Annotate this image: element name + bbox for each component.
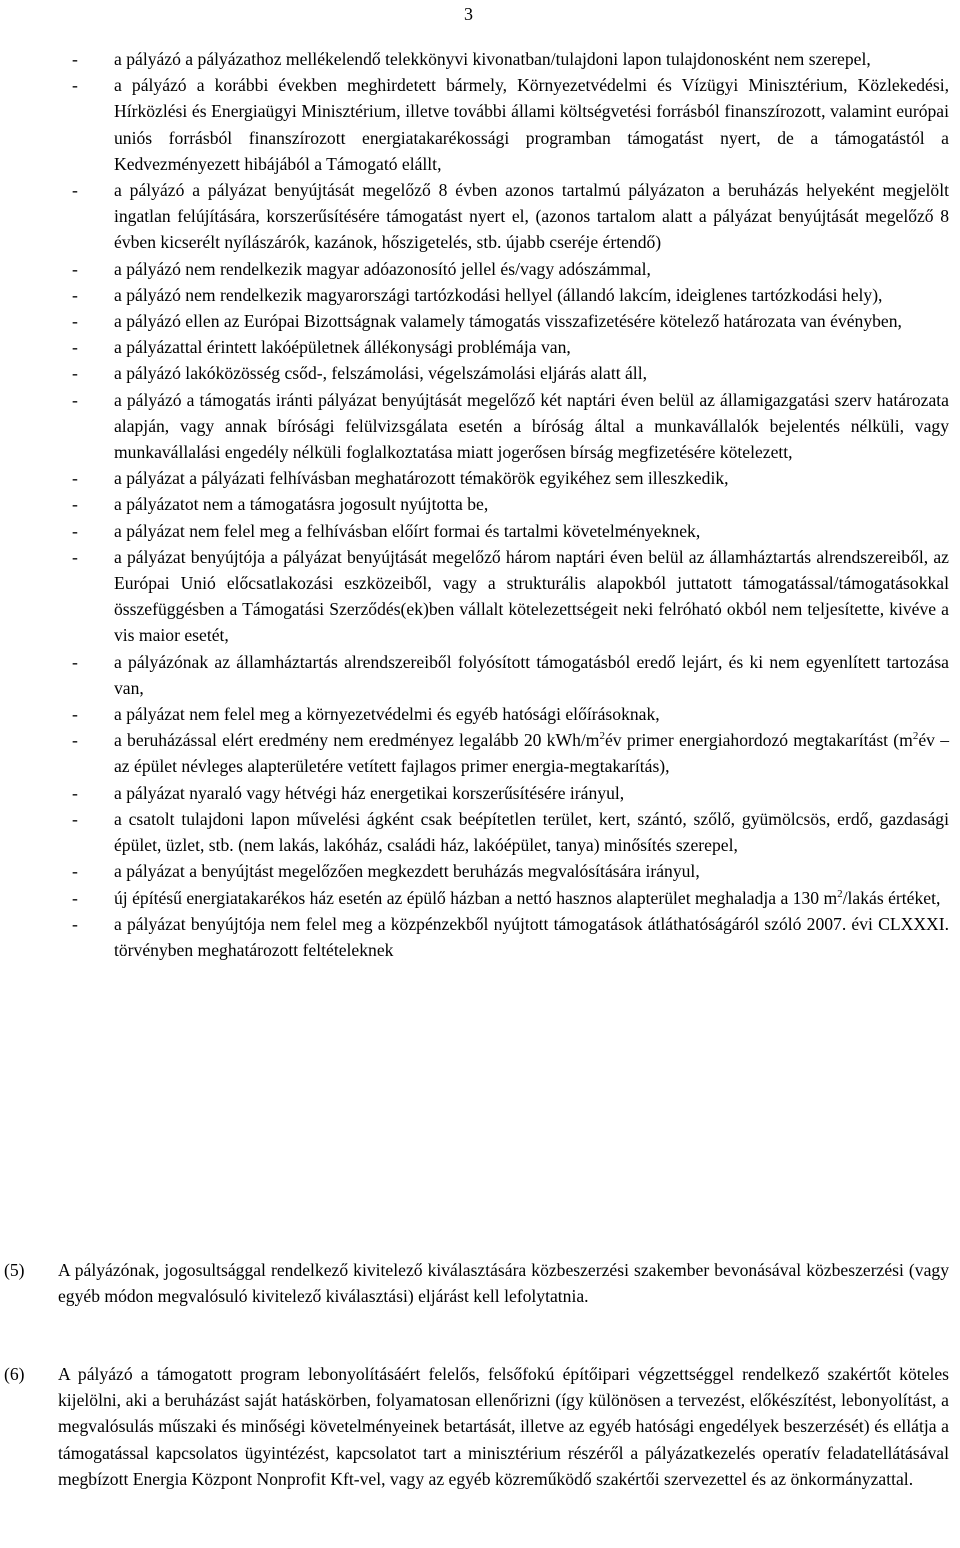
list-bullet: - <box>72 468 78 489</box>
list-item-text: a csatolt tulajdoni lapon művelési ágként csak beépítetlen terület, kert, szántó, szőlő, gyümölcsös, erdő, gazdasági épület, üzlet, stb. (nem lakás, lakóház, családi ház, lakóépület, tanya) minősítés szerepel, <box>114 808 949 856</box>
list-bullet: - <box>72 704 78 725</box>
list-bullet: - <box>72 782 78 803</box>
list-item-text <box>114 730 949 776</box>
list-bullet: - <box>72 363 78 384</box>
list-bullet: - <box>72 258 78 279</box>
list-item <box>72 649 949 701</box>
list-item <box>72 387 949 466</box>
list-item <box>72 46 949 72</box>
exclusion-criteria-list <box>72 46 949 963</box>
paragraph-6 <box>4 1361 949 1492</box>
list-bullet: - <box>72 730 78 751</box>
list-bullet: - <box>72 913 78 934</box>
list-item <box>72 858 949 884</box>
page-number: 3 <box>464 4 473 24</box>
list-item <box>72 806 949 858</box>
list-item-text: a pályázat nyaraló vagy hétvégi ház energetikai korszerűsítésére irányul, <box>114 782 625 803</box>
list-bullet: - <box>72 389 78 410</box>
list-item-text: a pályázat a benyújtást megelőzően megkezdett beruházás megvalósítására irányul, <box>114 861 700 882</box>
list-item-text: a pályázattal érintett lakóépületnek állékonysági problémája van, <box>114 337 571 358</box>
list-item-text: a pályázó nem rendelkezik magyarországi tartózkodási hellyel (állandó lakcím, ideiglenes tartózkodási hely), <box>114 284 883 305</box>
text-segment: új építésű energiatakarékos ház esetén az épülő házban a nettó hasznos alapterület meghaladja a 130 m <box>114 887 838 908</box>
list-item-text: a pályázat a pályázati felhívásban meghatározott témakörök egyikéhez sem illeszkedik, <box>114 468 729 489</box>
list-item-text: a pályázat nem felel meg a felhívásban előírt formai és tartalmi követelményeknek, <box>114 520 701 541</box>
list-item <box>72 360 949 386</box>
list-bullet: - <box>72 75 78 96</box>
list-item <box>72 780 949 806</box>
list-bullet: - <box>72 651 78 672</box>
list-item <box>72 308 949 334</box>
list-item <box>72 885 949 911</box>
list-item-text: a pályázónak az államháztartás alrendszereiből folyósított támogatásból eredő lejárt, és ki nem egyenlített tartozása van, <box>114 651 949 698</box>
list-bullet: - <box>72 311 78 332</box>
superscript: 2 <box>837 887 843 900</box>
list-item-text: a pályázó lakóközösség csőd-, felszámolási, végelszámolási eljárás alatt áll, <box>114 363 647 384</box>
list-item-text: a pályázó a korábbi években meghirdetett bármely, Környezetvédelmi és Vízügyi Minisztérium, Közlekedési, Hírközlési és Energiaügyi Minisztérium, illetve további állami költségvetési forrásból finanszírozott, valamint európai uniós forrásból finanszírozott energiatakarékossági programban támogatást nyert, de a támogatástól a Kedvezményezett hibájából a Támogató elállt, <box>114 75 949 174</box>
text-segment: a beruházással elért eredmény nem eredményez legalább 20 kWh/m <box>114 730 600 751</box>
list-item <box>72 256 949 282</box>
list-item-text: a pályázó nem rendelkezik magyar adóazonosító jellel és/vagy adószámmal, <box>114 258 651 279</box>
list-bullet: - <box>72 520 78 541</box>
list-item <box>72 72 949 177</box>
list-bullet: - <box>72 337 78 358</box>
list-item-text <box>114 888 940 908</box>
list-bullet: - <box>72 284 78 305</box>
list-item <box>72 177 949 256</box>
paragraph-5 <box>4 1257 949 1309</box>
list-bullet: - <box>72 180 78 201</box>
list-item-text: a pályázó a pályázathoz mellékelendő telekkönyvi kivonatban/tulajdoni lapon tulajdonosként nem szerepel, <box>114 49 871 69</box>
list-item <box>72 491 949 517</box>
paragraph-text: A pályázó a támogatott program lebonyolításáért felelős, felsőfokú építőipari végzettséggel rendelkező szakértőt köteles kijelölni, aki a beruházást saját hatáskörben, folyamatosan ellenőrizni (így különösen a tervezést, előkészítést, lebonyolítást, a megvalósulás műszaki és minőségi követelményeinek betartását, illetve az egyéb hatósági engedélyek beszerzését) és ellátja a támogatással kapcsolatos ügyintézést, kapcsolatot tart a minisztérium részéről a pályázatkezelés operatív feladatellátásával megbízott Energia Központ Nonprofit Kft-vel, vagy az egyéb közreműködő szakértői szervezettel és az önkormányzattal. <box>58 1364 949 1489</box>
list-item <box>72 334 949 360</box>
superscript: 2 <box>599 730 605 743</box>
list-bullet: - <box>72 49 78 69</box>
list-item <box>72 701 949 727</box>
list-item-text: a pályázó a pályázat benyújtását megelőző 8 évben azonos tartalmú pályázaton a beruházás helyeként megjelölt ingatlan felújítására, korszerűsítésére támogatást nyert el, (azonos tartalom alatt a pályázat benyújtását megelőző 8 évben kicserélt nyílászárók, kazánok, hőszigetelés, stb. újabb cseréje értendő) <box>114 180 949 253</box>
list-item-text: a pályázat benyújtója a pályázat benyújtását megelőző három naptári éven belül az államháztartás alrendszereiből, az Európai Unió előcsatlakozási eszközeiből, vagy a strukturális alapokból juttatott támogatással/támogatásokkal összefüggésben a Támogatási Szerződés(ek)ben vállalt kötelezettségeit neki felróható okból nem teljesítette, kivéve a vis maior esetét, <box>114 546 949 646</box>
text-segment: /lakás értéket, <box>842 887 941 908</box>
list-bullet: - <box>72 861 78 882</box>
list-item-text: a pályázó ellen az Európai Bizottságnak valamely támogatás visszafizetésére kötelező határozata van évényben, <box>114 311 902 332</box>
paragraph-text: A pályázónak, jogosultsággal rendelkező kivitelező kiválasztására közbeszerzési szakember bevonásával közbeszerzési (vagy egyéb módon megvalósuló kivitelező kiválasztási) eljárást kell lefolytatnia. <box>58 1260 949 1307</box>
list-item-text: a pályázó a támogatás iránti pályázat benyújtását megelőző két naptári éven belül az államigazgatási szerv határozata alapján, vagy annak bírósági felülvizsgálata esetén a bíróság által a munkavállalók bejelentés nélküli, vagy munkavállalási engedély nélküli foglalkoztatása miatt jogerősen bírság megfizetésére kötelezett, <box>114 389 949 463</box>
list-bullet: - <box>72 808 78 829</box>
paragraph-number: (5) <box>4 1260 25 1280</box>
text-segment: év – az épület névleges alapterületére vetített fajlagos primer energia-megtakarítás), <box>114 730 950 777</box>
list-item <box>72 465 949 491</box>
list-item <box>72 544 949 649</box>
list-bullet: - <box>72 494 78 515</box>
list-item-text: a pályázat nem felel meg a környezetvédelmi és egyéb hatósági előírásoknak, <box>114 704 660 725</box>
list-item <box>72 518 949 544</box>
list-item <box>72 727 949 779</box>
list-item <box>72 911 949 963</box>
list-bullet: - <box>72 887 78 908</box>
superscript: 2 <box>912 730 919 743</box>
text-segment: év primer energiahordozó megtakarítást (m <box>604 730 913 751</box>
list-item-text: a pályázat benyújtója nem felel meg a közpénzekből nyújtott támogatások átláthatóságáról szóló 2007. évi CLXXXI. törvényben meghatározott feltételeknek <box>114 913 949 960</box>
paragraph-number: (6) <box>4 1364 25 1384</box>
list-bullet: - <box>72 546 78 567</box>
list-item-text: a pályázatot nem a támogatásra jogosult nyújtotta be, <box>114 494 489 515</box>
list-item <box>72 282 949 308</box>
